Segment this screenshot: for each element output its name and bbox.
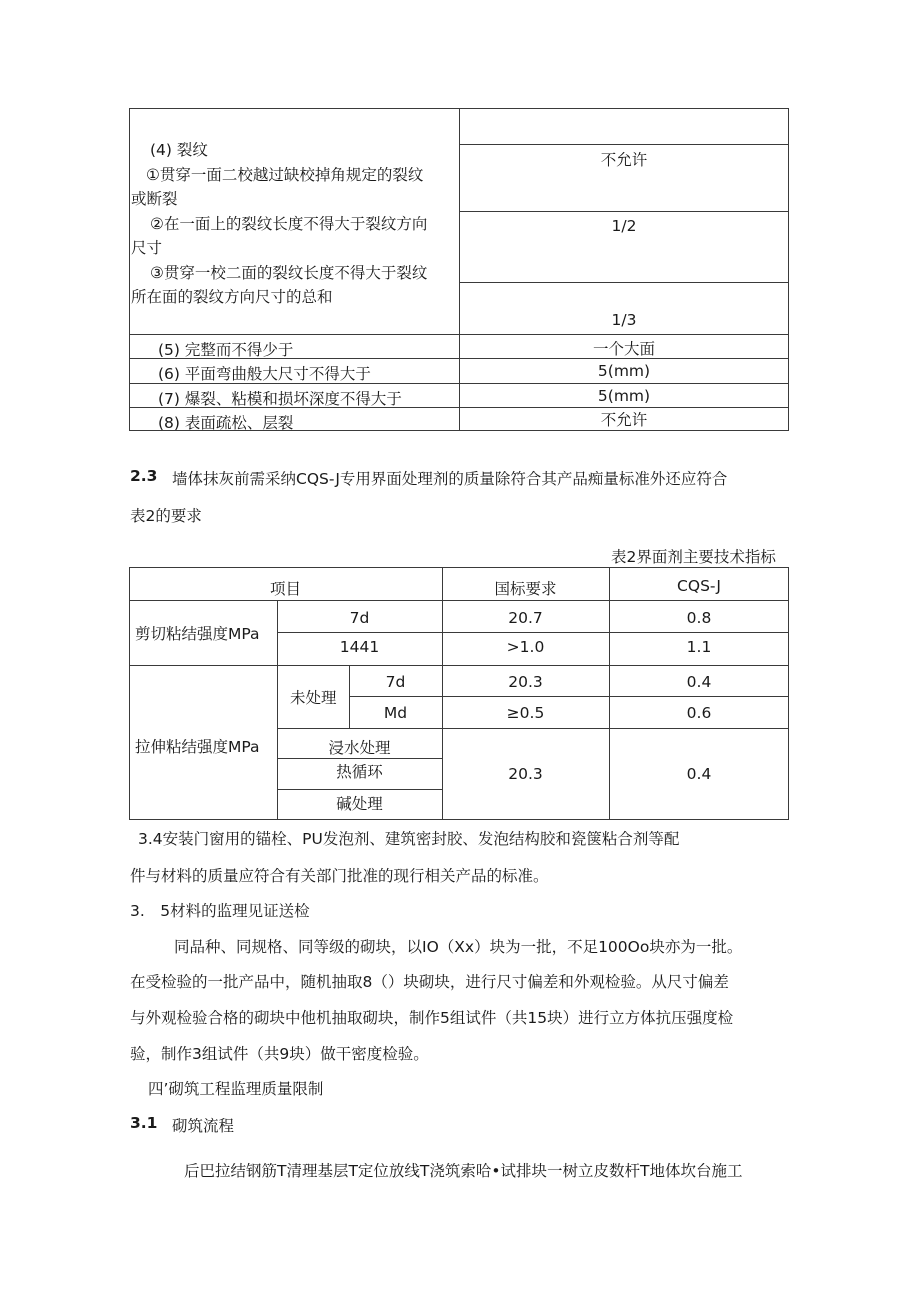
crack-item-1-cont: 或断裂 bbox=[131, 190, 178, 208]
crack-item-3-cont: 所在面的裂纹方向尺寸的总和 bbox=[131, 288, 333, 306]
section-3-1-number: 3.1 bbox=[130, 1114, 158, 1132]
flow-line1: 后巴拉结钢筋T清理基层T定位放线T浇筑索哈•试排块一树立皮数杆T地体坎台施工 bbox=[184, 1162, 743, 1180]
treatment-alkali: 碱处理 bbox=[336, 795, 383, 813]
tensile-std-2: ≥0.5 bbox=[506, 704, 545, 722]
tensile-cond-1: 7d bbox=[385, 673, 406, 691]
shear-std-2: >1.0 bbox=[506, 638, 545, 656]
sampling-line4: 验，制作3组试件（共9块）做干密度检验。 bbox=[130, 1045, 429, 1063]
shear-cond-1: 7d bbox=[349, 609, 370, 627]
row8-item: (8) 表面疏松、层裂 bbox=[158, 414, 294, 432]
section-3-5-title: 3. 5材料的监理见证送检 bbox=[130, 902, 310, 920]
row5-value: 一个大面 bbox=[592, 340, 655, 358]
crack-item-2: ②在一面上的裂纹长度不得大于裂纹方向 bbox=[150, 215, 428, 233]
section-3-1-title: 砌筑流程 bbox=[172, 1117, 235, 1135]
tensile-cond-2: Md bbox=[383, 704, 408, 722]
crack-value-1: 不允许 bbox=[600, 151, 648, 169]
sampling-line3: 与外观检验合格的砌块中他机抽取砌块，制作5组试件（共15块）进行立方体抗压强度检 bbox=[130, 1009, 734, 1027]
row6-item: (6) 平面弯曲般大尺寸不得大于 bbox=[158, 365, 371, 383]
crack-heading: (4) 裂纹 bbox=[150, 141, 208, 159]
treatment-val: 0.4 bbox=[686, 765, 712, 783]
header-standard: 国标要求 bbox=[494, 580, 557, 598]
shear-cond-2: 1441 bbox=[339, 638, 380, 656]
treatment-std: 20.3 bbox=[508, 765, 543, 783]
tensile-val-2: 0.6 bbox=[686, 704, 712, 722]
row6-value: 5(mm) bbox=[597, 362, 651, 380]
treatment-water: 浸水处理 bbox=[328, 739, 391, 757]
para-2-3-number: 2.3 bbox=[130, 467, 158, 485]
row5-item: (5) 完整而不得少于 bbox=[158, 341, 294, 359]
para-2-3-line2: 表2的要求 bbox=[130, 507, 202, 525]
treatment-heat: 热循环 bbox=[336, 763, 383, 781]
shear-val-1: 0.8 bbox=[686, 609, 712, 627]
para-3-4-line2: 件与材料的质量应符合有关部门批准的现行相关产品的标准。 bbox=[130, 867, 549, 885]
sampling-line1: 同品种、同规格、同等级的砌块，以IO（Xx）块为一批，不足100Oo块亦为一批。 bbox=[174, 938, 743, 956]
header-item: 项目 bbox=[269, 580, 301, 598]
sampling-line2: 在受检验的一批产品中，随机抽取8（）块砌块，进行尺寸偏差和外观检验。从尺寸偏差 bbox=[130, 973, 729, 991]
crack-item-3: ③贯穿一校二面的裂纹长度不得大于裂纹 bbox=[150, 264, 428, 282]
row8-value: 不允许 bbox=[600, 411, 648, 429]
shear-std-1: 20.7 bbox=[508, 609, 543, 627]
table2-caption: 表2界面剂主要技术指标 bbox=[611, 548, 776, 566]
header-product: CQS-J bbox=[677, 577, 721, 595]
crack-item-2-cont: 尺寸 bbox=[131, 239, 163, 257]
tensile-label: 拉伸粘结强度MPa bbox=[135, 738, 260, 756]
crack-value-2: 1/2 bbox=[611, 217, 637, 235]
tensile-std-1: 20.3 bbox=[508, 673, 543, 691]
crack-value-3: 1/3 bbox=[611, 311, 637, 329]
row7-item: (7) 爆裂、粘模和损坏深度不得大于 bbox=[158, 390, 402, 408]
tensile-val-1: 0.4 bbox=[686, 673, 712, 691]
shear-val-2: 1.1 bbox=[686, 638, 712, 656]
untreated-label: 未处理 bbox=[290, 689, 337, 707]
shear-label: 剪切粘结强度MPa bbox=[135, 625, 260, 643]
crack-item-1: ①贯穿一面二校越过缺校掉角规定的裂纹 bbox=[146, 166, 424, 184]
para-3-4-line1: 3.4安装门窗用的锚栓、PU发泡剂、建筑密封胶、发泡结构胶和瓷箧粘合剂等配 bbox=[138, 830, 680, 848]
para-2-3-line1: 墙体抹灰前需采纳CQS-J专用界面处理剂的质量除符合其产品痴量标准外还应符合 bbox=[172, 470, 728, 488]
section-4-title: 四’砌筑工程监理质量限制 bbox=[148, 1080, 324, 1098]
row7-value: 5(mm) bbox=[597, 387, 651, 405]
